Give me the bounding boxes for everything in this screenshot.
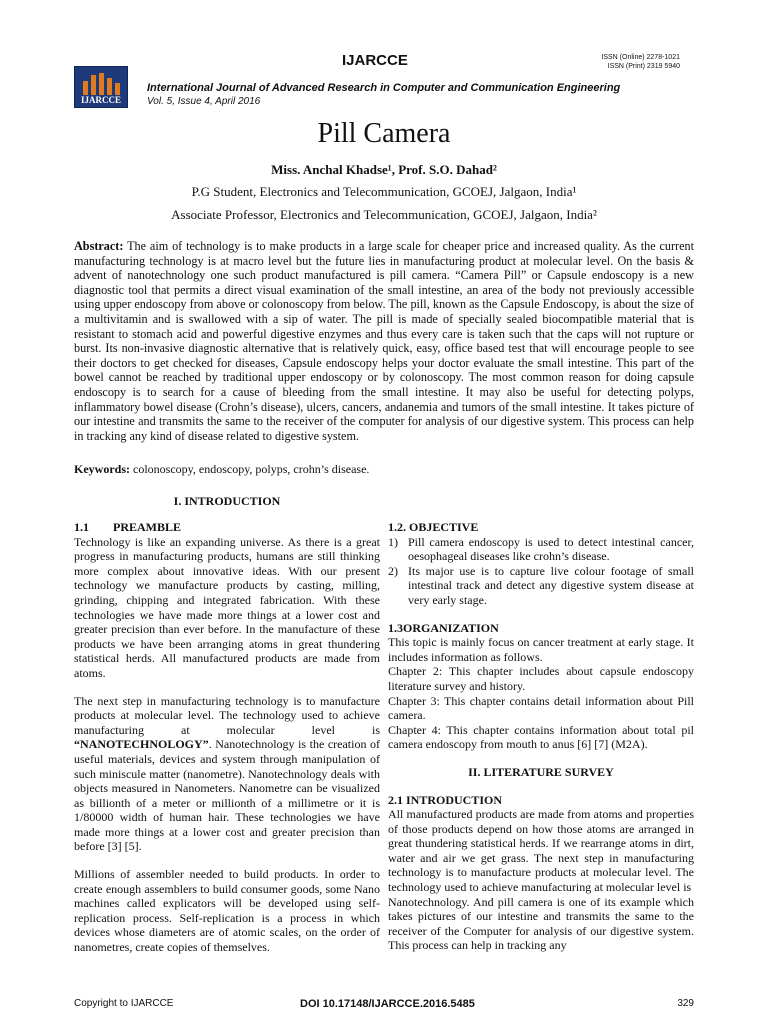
journal-logo <box>74 66 128 108</box>
organization-heading: 1.3ORGANIZATION <box>388 620 499 635</box>
paper-title: Pill Camera <box>317 118 451 149</box>
logo-text: IJARCCE <box>80 95 121 105</box>
affiliation-2: Associate Professor, Electronics and Telecommunication, GCOEJ, Jalgaon, India² <box>171 207 597 222</box>
item-text: Its major use is to capture live colour footage of small intestinal track and detect any digestive system disease at very early stage. <box>408 563 694 607</box>
p2-text-b: . Nanotechnology is the creation of useful materials, devices and system through manipulation of such miniscule matter (nanometre). Nanotechnology deals with objects measured in Nanometers. Nanometre can be visualized as billionth of a meter or millionth of a millimetre or it is 1/80000 width of human hair. These technologies we have made more things at a lower cost and greater precision than before [3] [5]. <box>74 737 380 854</box>
authors: Miss. Anchal Khadse¹, Prof. S.O. Dahad² <box>271 162 497 177</box>
objective-heading: 1.2. OBJECTIVE <box>388 520 479 534</box>
p2-text-a: The next step in manufacturing technology is to manufacture products at molecular level. The technology used to achieve manufacturing at molecular level is <box>74 693 380 737</box>
lit-intro-heading: 2.1 INTRODUCTION <box>388 792 503 807</box>
item-number: 2) <box>388 563 398 578</box>
organization-chapter-2: Chapter 2: This chapter includes about capsule endoscopy literature survey and history. <box>388 664 694 693</box>
right-column <box>388 520 694 953</box>
preamble-paragraph-2 <box>74 694 380 855</box>
volume-info: Vol. 5, Issue 4, April 2016 <box>147 96 261 107</box>
lit-intro-paragraph-1: All manufactured products are made from atoms and properties of those products depend on how those atoms are arranged in great thundering statistical herds. If we rearrange atoms in dirt, water and air we get grass. The next step in manufacturing technology is to manufacture products at molecular level. The technology used to achieve manufacturing at molecular level is <box>388 807 694 895</box>
objective-item <box>388 535 694 564</box>
preamble-paragraph-1: Technology is like an expanding universe. As there is a great progress in manufacturing products, humans are still thinking more complex about innovative ideas. With our present technology we manufacture products by casting, milling, grinding, chipping and integrated fabrication. With these technologies we have made more things at a lower cost and greater precision than ever before. In the manufacture of these products we have been arranging atoms in great thundering statistical herds. All manufactured products are made from atoms. <box>74 534 380 680</box>
page-number: 329 <box>677 998 694 1009</box>
lit-intro-paragraph-2: Nanotechnology. And pill camera is one of its example which takes pictures of our intestine and transmits the same to the receiver of the Computer for analysis of our digestive system. This process can help in tracking any <box>388 894 694 953</box>
keywords-label: Keywords: <box>74 462 130 476</box>
preamble-paragraph-3: Millions of assembler needed to build products. In order to create enough assemblers to build consumer goods, some Nano machines called explicators will be developed using self-replication process. Self-replication is a process in which devices whose diameters are of atomic scales, on the order of nanometres, create copies of themselves. <box>74 867 380 955</box>
affiliation-1: P.G Student, Electronics and Telecommunication, GCOEJ, Jalgaon, India¹ <box>191 184 577 199</box>
organization-chapter-3: Chapter 3: This chapter contains detail information about Pill camera. <box>388 693 694 723</box>
item-text: Pill camera endoscopy is used to detect intestinal cancer, oesophageal diseases like crohn’s disease. <box>408 534 694 564</box>
abstract <box>74 239 694 443</box>
section-literature-heading: II. LITERATURE SURVEY <box>468 764 614 779</box>
section-introduction-heading: I. INTRODUCTION <box>173 494 281 508</box>
doi-text: DOI 10.17148/IJARCCE.2016.5485 <box>300 998 475 1010</box>
left-column <box>74 520 380 955</box>
preamble-heading: 1.1 PREAMBLE <box>74 520 182 534</box>
issn-block <box>601 53 680 71</box>
keywords <box>74 462 694 477</box>
journal-full-name: International Journal of Advanced Research in Computer and Communication Engineering <box>147 82 621 94</box>
logo-graphic <box>81 73 121 95</box>
organization-chapter-4: Chapter 4: This chapter contains information about total pil camera endoscopy from mouth to anus [6] [7] (M2A). <box>388 722 694 752</box>
organization-text-1: This topic is mainly focus on cancer treatment at early stage. It includes information as follows. <box>388 635 694 664</box>
page-header <box>0 0 768 110</box>
nanotechnology-term: “NANOTECHNOLOGY” <box>74 737 209 752</box>
abstract-label: Abstract: <box>74 239 124 253</box>
issn-print: ISSN (Print) 2319 5940 <box>607 63 680 70</box>
item-number: 1) <box>388 534 398 549</box>
issn-online: ISSN (Online) 2278-1021 <box>601 54 680 61</box>
keywords-text: colonoscopy, endoscopy, polyps, crohn’s disease. <box>130 462 370 476</box>
objective-item <box>388 564 694 608</box>
journal-short-name: IJARCCE <box>342 52 408 69</box>
abstract-text: The aim of technology is to make products in a large scale for cheaper price and increased quality. As the current manufacturing technology is at macro level but the future lies in manufacturing product at molecular level. On the basis & advent of nanotechnology one such product manufactured is pill camera. “Camera Pill” or Capsule endoscopy is a new diagnostic tool that permits a direct visual examination of the small intestine, an area of the body not previously accessible using upper endoscopy from above or colonoscopy from below. The pill, known as the Capsule Endoscopy, is about the size of a multivitamin and is swallowed with a sip of water. The pill is made of specially sealed biocompatible material that is resistant to stomach acid and powerful digestive enzymes and thus every care is taken such that the caps will not rupture or burst. Its non-invasive diagnostic alternative that is relatively quick, easy, office based test that will encourage people to see their doctors to get checked for diseases, Capsule endoscopy helps your doctor evaluate the small intestine. This part of the bowel cannot be reached by traditional upper endoscopy or by colonoscopy. The most common reason for doing capsule endoscopy is to search for a cause of bleeding from the small intestine. It may also be useful for detecting polyps, inflammatory bowel disease (Crohn’s disease), ulcers, cancers, andanemia and tumors of the small intestine. It takes picture of our intestine and transmits the same to the receiver of the computer for analysis of our digestive system. This process can help in tracking any kind of disease related to digestive system. <box>74 239 695 443</box>
copyright-text: Copyright to IJARCCE <box>74 998 174 1009</box>
